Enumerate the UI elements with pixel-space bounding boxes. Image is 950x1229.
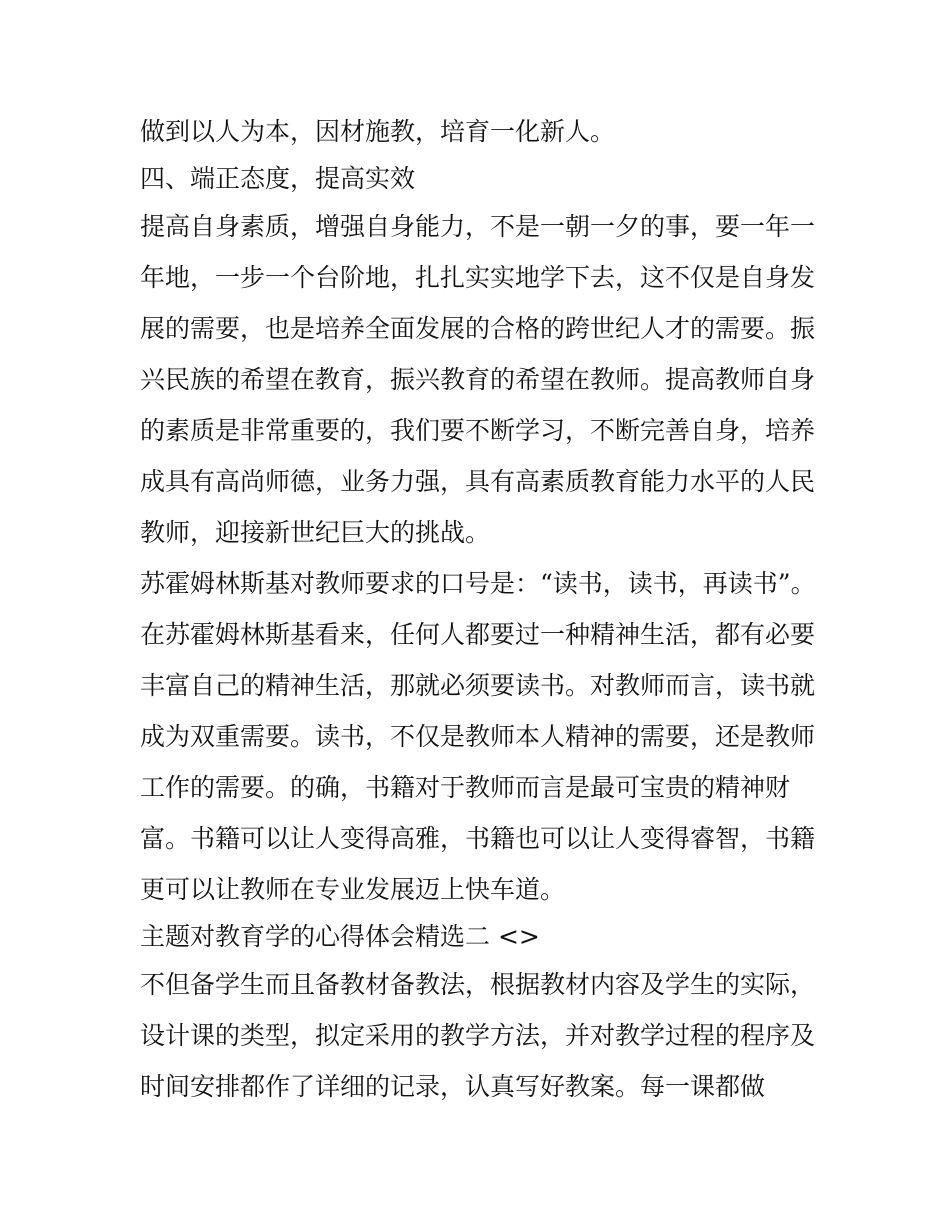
text-line: 成具有高尚师德，业务力强，具有高素质教育能力水平的人民 xyxy=(140,467,816,496)
text-line: 提高自身素质，增强自身能力，不是一朝一夕的事，要一年一 xyxy=(140,212,816,241)
text-line: 工作的需要。的确，书籍对于教师而言是最可宝贵的精神财 xyxy=(140,773,791,802)
text-line: 在苏霍姆林斯基看来，任何人都要过一种精神生活，都有必要 xyxy=(140,620,816,649)
text-line: 不但备学生而且备教材备教法，根据教材内容及学生的实际， xyxy=(140,970,816,999)
text-line: 兴民族的希望在教育，振兴教育的希望在教师。提高教师自身 xyxy=(140,365,816,394)
text-line: 的素质是非常重要的，我们要不断学习，不断完善自身，培养 xyxy=(140,416,816,445)
text-line: 教师，迎接新世纪巨大的挑战。 xyxy=(140,518,491,547)
document-body xyxy=(140,106,820,1112)
text-line: 设计课的类型，拟定采用的教学方法，并对教学过程的程序及 xyxy=(140,1021,816,1050)
section-heading: 主题对教育学的心得体会精选二 <> xyxy=(140,922,540,951)
text-line: 更可以让教师在专业发展迈上快车道。 xyxy=(140,875,566,904)
text-line: 展的需要，也是培养全面发展的合格的跨世纪人才的需要。振 xyxy=(140,314,816,343)
text-line: 丰富自己的精神生活，那就必须要读书。对教师而言，读书就 xyxy=(140,671,816,700)
text-line: 成为双重需要。读书，不仅是教师本人精神的需要，还是教师 xyxy=(140,722,816,751)
text-line: 做到以人为本，因材施教，培育一化新人。 xyxy=(140,117,616,146)
section-heading: 四、端正态度，提高实效 xyxy=(140,164,416,193)
text-line: 时间安排都作了详细的记录，认真写好教案。每一课都做 xyxy=(140,1072,766,1101)
text-line: 年地，一步一个台阶地，扎扎实实地学下去，这不仅是自身发 xyxy=(140,263,816,292)
text-line: 苏霍姆林斯基对教师要求的口号是：“读书，读书，再读书”。 xyxy=(140,569,816,598)
text-line: 富。书籍可以让人变得高雅，书籍也可以让人变得睿智，书籍 xyxy=(140,824,816,853)
